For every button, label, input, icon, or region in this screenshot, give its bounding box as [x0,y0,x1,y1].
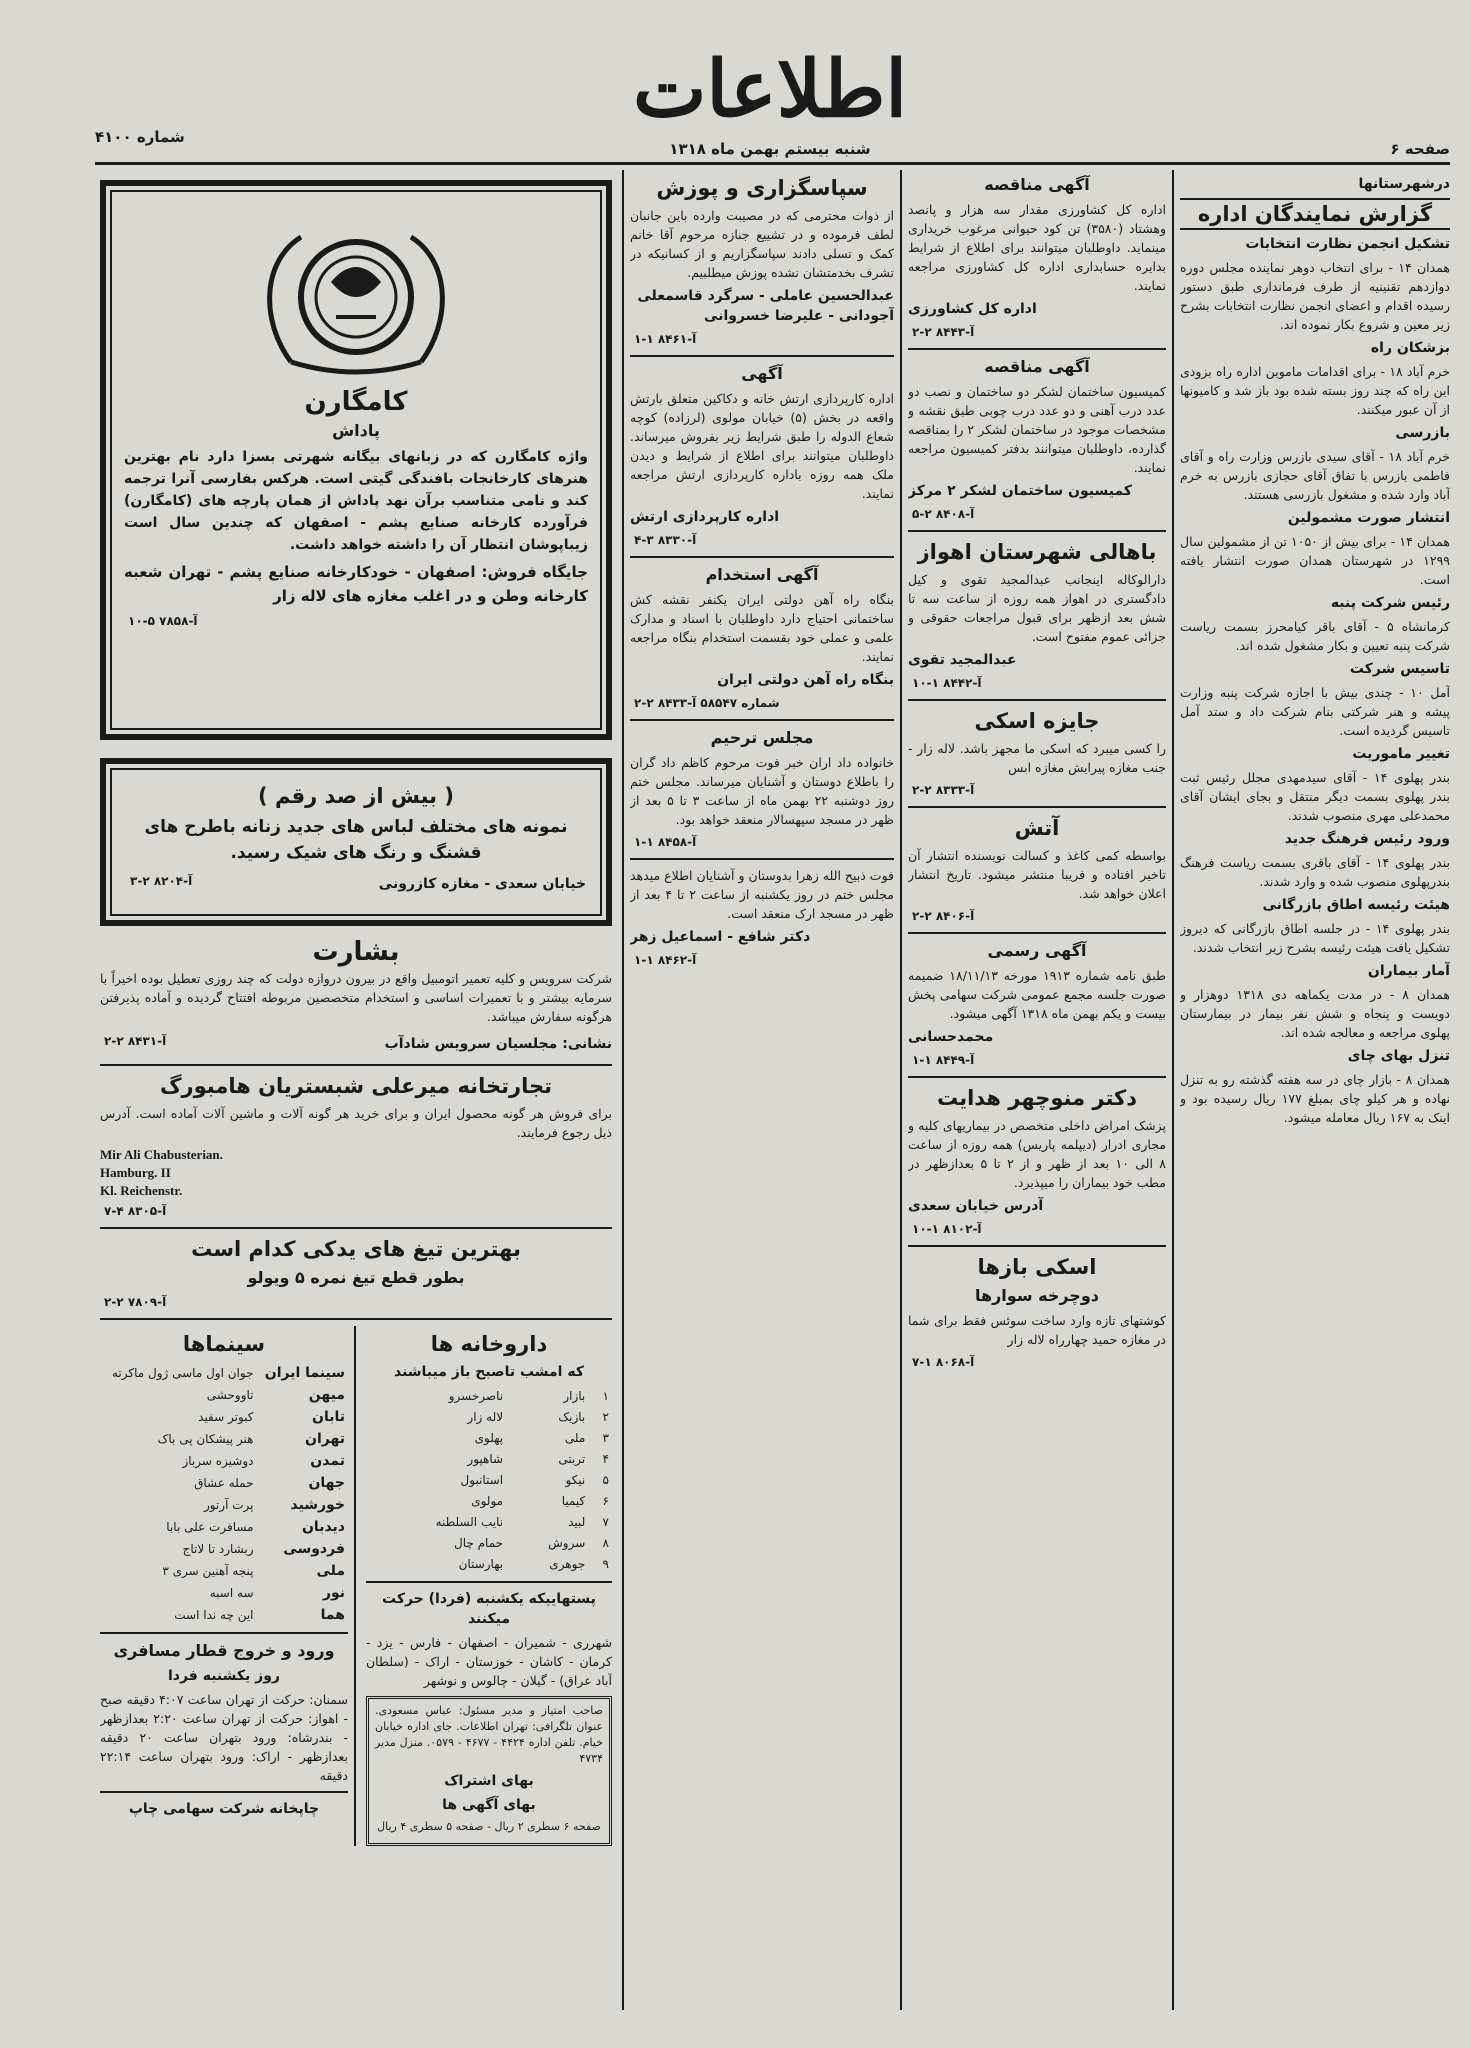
news-body: همدان ۱۴ - برای بیش از ۱۰۵۰ تن از مشمولین سال ۱۲۹۹ در شهرستان همدان صورت انتشار یافته است. [1180,534,1450,587]
ad-body: کوشتهای تازه وارد ساخت سوئس فقط برای شما در مغازه حمید چهارراه لاله زار [908,1313,1166,1347]
ad-title: جایزه اسکی [974,709,1100,733]
row-number: ۲ [602,1410,609,1424]
ad-ref: شماره ۵۸۵۴۷ آ-۸۴۳۳ ۲-۲ [634,696,780,710]
pharmacy-street: پهلوی [474,1431,504,1445]
cinema-name: نور [322,1585,345,1601]
cinema-name: تابان [312,1409,345,1425]
news-body: همدان ۸ - بازار چای در سه هفته گذشته رو به تنزل نهاده و هر کیلو چای بمبلغ ۱۷۷ ریال رسیده بود و اینک به ۱۶۷ ریال معامله میشود. [1180,1072,1450,1125]
kamgaran-emblem-icon [251,212,461,382]
cinema-name: فردوسی [283,1541,345,1557]
ad-body: کمیسیون ساختمان لشکر دو ساختمان و نصب دو عدد درب آهنی و دو عدد درب چوبی طبق نقشه و مشخصات موجود در ساختمان لشکر ۲ را بمناقصه گذارده، داوطلبان میتوانند بدفتر کمیسیون مراجعه نمایند. [908,384,1166,475]
ad-signature: بنگاه راه آهن دولتی ایران [717,672,894,688]
pharmacy-street: شاهپور [467,1452,504,1466]
news-body: بندر پهلوی ۱۴ - در جلسه اطاق بازرگانی که دیروز تشکیل یافت هیئت رئیسه بشرح زیر انتخاب شدند. [1180,921,1450,955]
pharmacy-name: ملی [564,1431,586,1445]
news-title: تغییر ماموریت [1352,746,1450,762]
ad-ref: آ-۸۳۳۳ ۲-۲ [912,783,975,797]
ad-ref: آ-۸۴۵۸ ۱-۱ [634,835,697,849]
row-number: ۶ [602,1494,609,1508]
cinema-film: این چه ندا است [174,1607,254,1622]
divider [630,355,894,357]
ad-ref: آ-۸۴۰۶ ۲-۲ [912,909,975,923]
ad-signature: کمیسیون ساختمان لشکر ۲ مرکز [908,483,1132,499]
issue-date: شنبه بیستم بهمن ماه ۱۳۱۸ [669,140,871,158]
kamgaran-ad [100,180,612,740]
ad-body: نمونه های مختلف لباس های جدید زنانه باطرح های قشنگ و رنگ های شیک رسید. [144,817,568,863]
news-title: تاسیس شرکت [1349,661,1450,677]
pharmacies-box [366,1326,612,1846]
ad-sales-location: خیابان سعدی - مغازه کازرونی [378,876,586,892]
ad-title: سپاسگزاری و پوزش [656,176,868,200]
ad-title: بشارت [312,937,400,967]
news-title: رئیس شرکت پنبه [1330,595,1450,611]
fashion-ad [100,758,612,926]
table-row [366,1491,612,1512]
pharmacies-subtitle: که امشب تاصبح باز میباشند [393,1364,584,1380]
ad-body: بنگاه راه آهن دولتی ایران یکنفر نقشه کش ساختمانی احتیاج دارد داوطلبان با اسناد و مدارک علمی و عملی خود بقسمت استخدام بنگاه مراجعه نمایند. [630,592,894,664]
news-title: تنزل بهای چای [1347,1048,1450,1064]
ad-title: آتش [1014,816,1060,840]
ad-signature: محمدحسانی [908,1029,994,1045]
ad-ref: آ-۸۴۶۲ ۱-۱ [634,953,697,967]
news-body: کرمانشاه ۵ - آقای باقر کیامحرز بسمت ریاست شرکت پنبه تعیین و بکار مشغول شده اند. [1180,619,1450,653]
column-announcements [630,170,894,2030]
cinemas-table [100,1362,348,1626]
section-headline: گزارش نمایندگان اداره [1180,198,1450,230]
ad-title: آگهی رسمی [987,941,1087,960]
news-title: تشکیل انجمن نظارت انتخابات [1245,236,1450,252]
divider [908,806,1166,808]
news-body: آمل ۱۰ - چندی بیش با اجازه شرکت پنبه وزارت پیشه و هنر شرکتی بنام شرکت داد و ستد آمل تاسیس گردیده است. [1180,685,1450,738]
pharmacy-name: تربتی [558,1452,586,1466]
cinema-name: میهن [308,1387,345,1403]
ad-body: را کسی میبرد که اسکی ما مجهز باشد. لاله زار - جنب مغازه پیرایش مغازه ابس [908,741,1166,775]
ad-body: دارالوکاله اینجانب عبدالمجید تقوی و کیل دادگستری در اهواز همه روزه از ساعت سه تا شش بعد ازظهر برای قبول مراجعات حقوقی و جزائی عموم مفتوح است. [908,572,1166,644]
divider [100,1227,612,1229]
table-row [100,1362,348,1384]
cinema-film: سه اسبه [209,1585,254,1600]
table-row [100,1384,348,1406]
news-body: همدان ۱۴ - برای انتخاب دوهر نماینده مجلس دوره دوازدهم تقنینیه از طرف فرمانداری طبق دستور رسیده اقدام و اعضای انجمن نظارت انتخابات بشرح زیر معین و شروع بکار نموده اند. [1180,260,1450,332]
table-row [100,1494,348,1516]
news-body: بندر پهلوی ۱۴ - آقای سیدمهدی مجلل رئیس ثبت بندر پهلوی بسمت دیگر منتقل و بجای ایشان آقای محمدعلی مهری منصوب شدند. [1180,770,1450,823]
table-row [100,1428,348,1450]
table-row [100,1406,348,1428]
cinema-name: ملی [316,1563,345,1579]
cinema-name: هما [320,1607,345,1623]
row-number: ۸ [602,1536,609,1550]
ad-body: طبق نامه شماره ۱۹۱۳ مورخه ۱۸/۱۱/۱۳ ضمیمه صورت جلسه مجمع عمومی شرکت سهامی پخش بیست و یکم بهمن ماه ۱۳۱۸ آگهی میشود. [908,968,1166,1021]
pharmacy-street: استانبول [460,1473,504,1487]
column-divider [900,170,902,2010]
divider [100,1318,612,1320]
table-row [366,1533,612,1554]
post-body: شهرری - شمیران - اصفهان - فارس - یزد - کرمان - کاشان - خوزستان - اراک - (سلطان آباد عراق) - گیلان - چالوس و نوشهر [365,1635,612,1688]
cinema-name: سینما ایران [264,1365,345,1381]
ad-body: اداره کارپردازی ارتش خانه و دکاکین متعلق بارتش واقعه در بخش (۵) خیابان مولوی (لرزاده) کوچه شعاع الدوله را طبق شرایط زیر بفروش میرساند. داوطلبان میتوانند برای اطلاع از شرایط و دیدن ملک همه روزه باداره کارپردازی ارتش مراجعه نمایند. [630,391,894,501]
ad-ref: آ-۸۲۰۴ ۲-۳ [130,874,193,888]
divider [908,348,1166,350]
row-number: ۴ [602,1452,609,1466]
ad-rates-title: بهای آگهی ها [442,1797,536,1813]
ad-ref: آ-۸۴۰۸ ۲-۵ [912,507,975,521]
ad-ref: آ-۷۸۰۹ ۲-۲ [104,1295,167,1309]
column-notices [908,170,1166,2030]
table-row [366,1470,612,1491]
pharmacy-street: نایب السلطنه [435,1515,504,1529]
row-number: ۵ [602,1473,609,1487]
cinemas-title: سینماها [182,1332,266,1356]
ad-signature: دکتر شافع - اسماعیل زهر [630,929,811,945]
cinema-film: مسافرت علی بابا [166,1519,254,1534]
divider [908,1245,1166,1247]
ad-title: آگهی مناقصه [984,357,1090,376]
ad-body: فوت ذبیح الله زهرا بدوستان و آشنایان اطلاع میدهد مجلس ختم در روز یکشنبه از ساعت ۲ تا ۴ بعد از ظهر در مسجد ارک منعقد است. [630,868,894,921]
cinema-name: تهران [305,1431,345,1447]
row-number: ۹ [602,1557,609,1571]
table-row [366,1428,612,1449]
subscription-title: بهای اشتراک [444,1773,534,1789]
cinema-film: دوشیزه سرباز [182,1453,254,1468]
cinema-film: جوان اول ماسی ژول ماکرته [111,1365,254,1380]
row-number: ۷ [602,1515,609,1529]
cinema-film: حمله عشاق [194,1475,254,1490]
ad-ref: آ-۸۴۴۹ ۱-۱ [912,1053,975,1067]
divider [630,858,894,860]
ad-title: آگهی [741,364,783,383]
news-body: بندر پهلوی ۱۴ - آقای باقری بسمت ریاست فرهنگ بندرپهلوی منصوب شده و وارد شدند. [1180,855,1450,889]
ad-ref: آ-۸۳۳۰ ۳-۴ [634,533,697,547]
table-row [100,1604,348,1626]
cinema-film: پنجه آهنین سری ۳ [162,1563,254,1578]
ad-title: آگهی استخدام [705,565,819,584]
ad-ref: آ-۷۸۵۸ ۵-۱۰ [128,614,198,628]
divider [908,1076,1166,1078]
table-row [366,1512,612,1533]
ad-body: بواسطه کمی کاغذ و کسالت نویسنده انتشار آن تاخیر افتاده و فریبا منتشر میشود. تاریخ انتشار اعلان خواهد شد. [908,848,1166,901]
news-title: هیئت رئیسه اطاق بازرگانی [1262,897,1450,913]
table-row [100,1472,348,1494]
cinemas-box [100,1326,356,1846]
divider [100,1632,348,1634]
ad-ref: آ-۸۴۶۱ ۱-۱ [634,332,697,346]
trains-body: سمنان: حرکت از تهران ساعت ۴:۰۷ دقیقه صبح - اهواز: حرکت از تهران ساعت ۲:۲۰ بعدازظهر - بندرشاه: ورود بتهران ساعت ۲۰ دقیقه بعدازظهر - اراک: ورود بتهران ساعت ۲۲:۱۴ دقیقه [100,1692,348,1783]
pharmacy-name: بازار [563,1389,586,1403]
issue-number: شماره ۴۱۰۰ [95,128,185,146]
cinema-film: تاووحشی [206,1387,254,1402]
cinema-film: ربشارد تا لاتاج [182,1541,254,1556]
pharmacy-street: لاله زار [467,1410,504,1424]
ad-ref: آ-۸۱۰۲ ۱-۱۰ [912,1222,982,1236]
divider [630,556,894,558]
news-title: انتشار صورت مشمولین [1287,510,1450,526]
divider [100,1064,612,1066]
ad-subtitle: دوچرخه سوارها [974,1286,1099,1305]
trains-subtitle: روز یکشنبه فردا [167,1668,280,1684]
ad-title: کامگارن [304,387,408,417]
imprint-body: صاحب امتیاز و مدیر مسئول: عباس مسعودی. عنوان تلگرافی: تهران اطلاعات. جای اداره خیابان خیام. تلفن اداره ۴۴۲۴ - ۴۶۷۷ - ۰۵۷۹. منزل مدیر ۴۷۳۴ [374,1704,603,1765]
ad-body: شرکت سرویس و کلیه تعمیر اتومبیل واقع در بیرون دروازه دولت که چند روزی تعطیل بوده اخیراً با سرمایه بیشتر و با تعمیرات اساسی و استخدام متخصصین مربوطه افتتاح گردیده و آماده پذیرفتن هرگونه سفارش میباشد. [100,971,612,1024]
ad-ref: آ-۸۴۳۱ ۲-۲ [104,1034,167,1048]
ad-body: اداره کل کشاورزی مقدار سه هزار و پانصد وهشتاد (۳۵۸۰) تن کود حیوانی مرغوب خریداری مینماید. داوطلبان میتوانند برای اطلاع از شرایط بدایره حسابداری اداره کل کشاورزی مراجعه نمایند. [908,202,1166,293]
trains-title: ورود و خروج قطار مسافری [113,1641,335,1660]
masthead-title: اطلاعات [632,44,908,135]
news-title: آمار بیماران [1367,963,1450,979]
table-row [366,1554,612,1575]
news-title: بزشکان راه [1370,340,1450,356]
ad-sales-location: جایگاه فروش: اصفهان - خودکارخانه صنایع پشم - تهران شعبه کارخانه وطن و در اغلب مغازه های لاله زار [124,563,588,605]
pharmacy-name: جوهری [549,1557,586,1571]
divider [366,1581,612,1583]
ad-body: بطور قطع تیغ نمره ۵ ویولو [247,1268,465,1287]
column-divider [1172,170,1174,2010]
pharmacy-name: لبید [568,1515,586,1529]
cinema-film: کبوتر سفید [198,1409,254,1424]
column-provinces [1180,170,1450,2030]
ad-signature: عبدالمجید تقوی [908,652,1017,668]
latin-address-line: Kl. Reichenstr. [100,1183,183,1198]
ad-body: خانواده داد اران خبر فوت مرحوم کاظم داد گران را باطلاع دوستان و آشنایان میرساند. مجلس ختم روز دوشنبه ۲۲ بهمن ماه از ساعت ۳ تا ۵ بعد از ظهر در مسجد سپهسالار منعقد خواهد بود. [630,755,894,827]
row-number: ۱ [602,1389,609,1403]
cinema-film: پرت آرتور [203,1497,254,1512]
news-title: بازرسی [1395,425,1450,441]
table-row [100,1516,348,1538]
column-ads-left [100,935,612,2025]
ad-subtitle: پاداش [332,421,380,440]
ad-signature: عبدالحسین عاملی - سرگرد قاسمعلی آجودانی - علیرضا خسروانی [637,288,894,324]
ad-signature: اداره کارپردازی ارتش [630,509,780,525]
ad-ref: آ-۸۰۶۸ ۱-۷ [912,1355,975,1369]
pharmacy-name: بازیک [558,1410,586,1424]
ad-ref: آ-۸۴۴۲ ۱-۱۰ [912,676,982,690]
ad-title: دکتر منوچهر هدایت [936,1086,1138,1110]
ad-title: اسکی بازها [977,1255,1097,1279]
divider [908,699,1166,701]
cinema-film: هنر پیشکان پی باک [157,1431,254,1446]
page-number: صفحه ۶ [1390,140,1450,158]
news-body: همدان ۸ - در مدت یکماهه دی ۱۳۱۸ دوهزار و دویست و پنجاه و شش نفر بیمار در بیمارستان پهلوی مراجعه و معالجه شده اند. [1180,987,1450,1040]
pharmacy-street: ناصرخسرو [448,1389,504,1403]
ad-title: باهالی شهرستان اهواز [917,540,1157,564]
ad-title: مجلس ترحیم [710,728,814,747]
pharmacy-name: کیمیا [561,1494,586,1508]
cinema-name: خورشید [290,1497,345,1513]
divider [100,1791,348,1793]
ad-body: واژه کامگارن که در زبانهای بیگانه شهرتی بسزا دارد نام بهترین هنرهای کارخانجات بافندگی گیتی است. هرکس بفارسی آنرا ترجمه کند و نامی متناسب برآن نهد پاداش از همان پارچه های (کامگارن) فرآورده کارخانه صنایع پشم - اصفهان که چندین سال است زیباپوشان انتظار آن را داشته خواهد داشت. [124,449,588,553]
latin-address-line: Hamburg. II [100,1165,171,1180]
ad-signature: اداره کل کشاورزی [908,301,1037,317]
pharmacies-table [366,1386,612,1575]
table-row [366,1386,612,1407]
latin-address-line: Mir Ali Chabusterian. [100,1147,223,1162]
section-title: درشهرستانها [1358,176,1450,192]
news-body: خرم آباد ۱۸ - آقای سیدی بازرس وزارت راه و آقای فاطمی بازرس با تفاق آقای حجازی بازرس به خرم آباد وارد شده و مشغول بازرسی هستند. [1180,449,1450,502]
table-row [100,1582,348,1604]
cinema-name: جهان [308,1475,345,1491]
divider [908,932,1166,934]
table-row [100,1538,348,1560]
news-title: ورود رئیس فرهنگ جدید [1284,831,1450,847]
pharmacy-name: نیکو [565,1473,586,1487]
ad-body: پزشک امراض داخلی متخصص در بیماریهای کلیه و مجاری ادرار (دیپلمه پاریس) همه روزه از ساعت ۸ الی ۱۰ بعد از ظهر و از ۲ تا ۵ بعدازظهر در مطب خود بیماران را میپذیرد. [908,1118,1166,1190]
pharmacy-street: بهارستان [458,1557,504,1571]
news-body: خرم آباد ۱۸ - برای اقدامات ماموین اداره راه بزودی این راه که چند روز بسته شده بود باز شد و کامیونها از آن عبور میکنند. [1180,364,1450,417]
table-row [366,1407,612,1428]
imprint-box [366,1696,612,1846]
printer-name: چاپخانه شرکت سهامی چاپ [128,1801,320,1817]
cinema-name: تمدن [310,1453,345,1469]
post-title: پستهاییکه یکشنبه (فردا) حرکت میکنند [382,1591,596,1627]
ad-body: از ذوات محترمی که در مصیبت وارده باین جانبان لطف فرموده و در تشییع جنازه مرحوم آقا خانم کمک و تسلی دادند سپاسگزاریم و از کسانیکه در تشرف بخدمتشان نشده پوزش میطلبیم. [630,208,894,280]
ad-address: نشانی: مجلسیان سرویس شادآب [384,1036,612,1052]
pharmacy-street: حمام چال [454,1536,504,1550]
header-rule [95,162,1450,165]
ad-title: آگهی مناقصه [984,175,1090,194]
table-row [100,1560,348,1582]
row-number: ۳ [602,1431,609,1445]
divider [630,719,894,721]
ad-rates: صفحه ۶ سطری ۲ ریال - صفحه ۵ سطری ۴ ریال [377,1820,601,1833]
pharmacy-name: سروش [548,1536,586,1550]
ad-ref: آ-۸۴۴۳ ۲-۲ [912,325,975,339]
ad-title: بهترین تیغ های یدکی کدام است [191,1237,521,1261]
column-divider [622,170,624,2010]
pharmacy-street: مولوی [471,1494,504,1508]
ad-body: برای فروش هر گونه محصول ایران و برای خرید هر گونه آلات و ماشین آلات آماده است. آدرس ذیل رجوع فرمایند. [100,1106,612,1140]
divider [908,530,1166,532]
ad-title: تجارتخانه میرعلی شبستریان هامبورگ [160,1074,552,1098]
ad-signature: آدرس خیابان سعدی [908,1198,1044,1214]
ad-ref: آ-۸۳۰۵ ۴-۷ [104,1204,167,1218]
cinema-name: دیدبان [301,1519,345,1535]
pharmacies-title: داروخانه ها [430,1332,548,1356]
ad-title: ( بیش از صد رقم ) [258,784,454,808]
table-row [100,1450,348,1472]
table-row [366,1449,612,1470]
